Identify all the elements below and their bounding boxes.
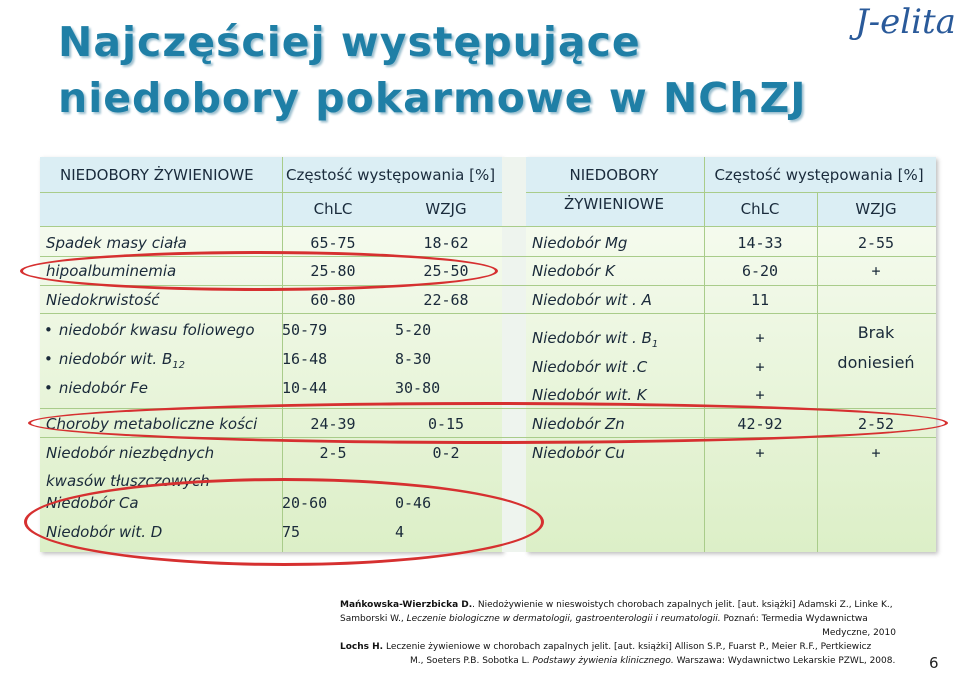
row-wzjg: 0-2 (432, 444, 460, 462)
row-wzjg: 2-52 (857, 415, 895, 433)
highlight-ellipse-hypoalbuminemia (20, 251, 498, 291)
ref1-author: Mańkowska-Wierzbicka D. (340, 600, 473, 610)
row-label: hipoalbuminemia (46, 262, 177, 280)
row-label: Niedobór Cu (532, 444, 625, 462)
row-label: • niedobór wit. $B_{12}$ (44, 350, 185, 371)
header-chlc: ChLC (313, 200, 353, 218)
header-deficiencies: NIEDOBORY ŻYWIENIOWE (60, 166, 254, 184)
row-chlc: 50-79 (282, 321, 328, 339)
row-chlc: 10-44 (282, 379, 328, 397)
ref2-book-title: Podstawy żywienia klinicznego. (529, 656, 674, 666)
row-label-text: Niedobór wit . B (532, 329, 652, 347)
ref2-author: Lochs H. (340, 642, 384, 652)
row-chlc: + (755, 386, 765, 404)
j-elita-logo: J-elita (855, 2, 956, 42)
header-deficiencies-right-1: NIEDOBORY (569, 166, 659, 184)
row-chlc: 20-60 (282, 494, 328, 512)
ref2-publisher: Warszawa: Wydawnictwo Lekarskie PZWL, 2008. (673, 656, 896, 666)
row-chlc: 42-92 (737, 415, 783, 433)
row-chlc: 6-20 (741, 262, 779, 280)
row-wzjg: 2-55 (857, 234, 895, 252)
row-chlc: + (755, 329, 765, 347)
row-wzjg: 30-80 (395, 379, 441, 397)
row-chlc: 75 (282, 523, 301, 541)
row-label: • niedobór kwasu foliowego (44, 321, 255, 339)
row-wzjg: 4 (395, 523, 405, 541)
row-wzjg: 22-68 (423, 291, 469, 309)
header-frequency-right: Częstość występowania [%] (714, 166, 924, 184)
row-wzjg: 0-46 (395, 494, 432, 512)
row-wzjg: 25-50 (423, 262, 469, 280)
row-chlc: + (755, 358, 765, 376)
page-number: 6 (929, 654, 939, 672)
grid-line (704, 157, 705, 552)
row-wzjg: 0-15 (427, 415, 465, 433)
header-chlc-right: ChLC (740, 200, 780, 218)
no-data-note-line2: doniesień (837, 353, 915, 372)
row-label: kwasów tłuszczowych (46, 472, 210, 490)
highlight-ellipse-ca-vitd (24, 478, 544, 566)
row-chlc: 24-39 (310, 415, 356, 433)
grid-line (40, 226, 936, 227)
row-chlc: 65-75 (310, 234, 356, 252)
row-wzjg: + (871, 262, 881, 280)
ref1-text: . Niedożywienie w nieswoistych chorobach zapalnych jelit. [aut. książki] Adamski Z., Linke K., (472, 600, 893, 610)
header-deficiencies-right-2: ŻYWIENIOWE (564, 195, 664, 213)
row-wzjg: + (871, 444, 881, 462)
row-label-subscript: 1 (651, 339, 659, 350)
row-label: Spadek masy ciała (46, 234, 187, 252)
row-wzjg: 18-62 (423, 234, 469, 252)
row-chlc: 2-5 (319, 444, 347, 462)
row-chlc: 25-80 (310, 262, 356, 280)
references (340, 598, 896, 668)
row-label: Niedobór wit. D (46, 523, 163, 541)
row-chlc: 60-80 (310, 291, 356, 309)
grid-line (40, 192, 502, 193)
table-gap (502, 157, 526, 552)
row-label: Niedobór niezbędnych (46, 444, 215, 462)
row-label: Niedobór wit. K (532, 386, 647, 404)
header-wzjg-right: WZJG (855, 200, 897, 218)
row-chlc: + (755, 444, 765, 462)
row-chlc: 14-33 (737, 234, 783, 252)
row-label: Niedobór K (532, 262, 615, 280)
row-label: Choroby metaboliczne kości (46, 415, 258, 433)
grid-line (817, 192, 818, 552)
ref2-text: Leczenie żywieniowe w chorobach zapalnych jelit. [aut. książki] Allison S.P., Fuarst P., Meier R.F., Pertkiewicz (383, 642, 872, 652)
row-wzjg: 5-20 (395, 321, 432, 339)
row-label: • niedobór Fe (44, 379, 148, 397)
row-label-text: niedobór wit. B (58, 350, 173, 368)
grid-line (40, 313, 936, 314)
header-wzjg: WZJG (425, 200, 467, 218)
row-label: Niedobór wit . A (532, 291, 652, 309)
row-label: Niedobór Zn (532, 415, 625, 433)
ref1-year: Medyczne, 2010 (822, 628, 896, 638)
row-label: Niedobór Mg (532, 234, 628, 252)
no-data-note-line1: Brak (857, 323, 895, 342)
row-label: Niedokrwistość (46, 291, 160, 309)
row-chlc: 16-48 (282, 350, 328, 368)
row-label (532, 329, 658, 354)
header-frequency: Częstość występowania [%] (286, 166, 496, 184)
grid-line (526, 192, 936, 193)
highlight-ellipse-bone-zn (28, 402, 948, 444)
ref1-publisher: Poznań: Termedia Wydawnictwa (720, 614, 868, 624)
slide-title: Najczęściej występujące niedobory pokarmowe w NChZJ (58, 18, 807, 122)
ref1-book-title: Leczenie biologiczne w dermatologii, gastroenterologii i reumatologii. (403, 614, 721, 624)
ref2-cont: M., Soeters P.B. Sobotka L. (410, 656, 530, 666)
row-label-subscript: 12 (172, 360, 185, 371)
row-label: Niedobór Ca (46, 494, 139, 512)
row-wzjg: 8-30 (395, 350, 432, 368)
row-label: Niedobór wit .C (532, 358, 648, 376)
row-chlc: 11 (750, 291, 770, 309)
ref1-cont: Samborski W., (340, 614, 404, 624)
